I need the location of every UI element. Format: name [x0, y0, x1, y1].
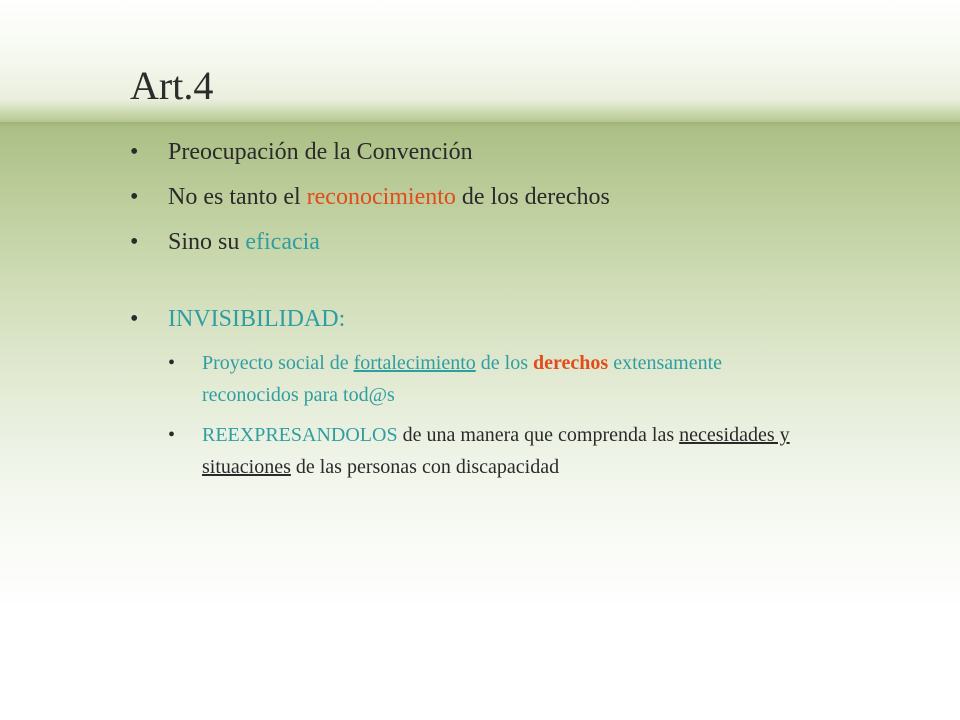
- title-divider: [0, 122, 960, 127]
- bullet-text: INVISIBILIDAD:: [168, 306, 346, 332]
- bullet-text: de los derechos: [455, 184, 610, 210]
- underlined-text: necesidades y situaciones: [202, 424, 790, 478]
- underlined-text: fortalecimiento: [353, 352, 476, 374]
- bullet-item: [130, 303, 850, 483]
- sub-bullet-text: extensamente reconocidos para tod@s: [202, 352, 723, 406]
- bullet-item: [130, 181, 850, 213]
- highlight-text: eficacia: [245, 229, 320, 255]
- highlight-text: reconocimiento: [306, 184, 456, 210]
- sub-bullet-text: Proyecto social de: [202, 352, 354, 374]
- highlight-text: derechos: [533, 352, 609, 374]
- bullet-list: [130, 136, 850, 483]
- sub-bullet-text: de una manera que comprenda las: [397, 424, 680, 446]
- bullet-marker: •: [130, 184, 139, 210]
- sub-bullet-item: [166, 419, 850, 483]
- sub-bullet-item: [166, 347, 850, 411]
- bullet-marker: •: [130, 229, 139, 255]
- bullet-marker: •: [168, 352, 176, 374]
- bullet-marker: •: [130, 139, 139, 165]
- bullet-item: [130, 226, 850, 258]
- slide-title: Art.4: [130, 63, 214, 108]
- highlight-text: REEXPRESANDOLOS: [202, 424, 398, 446]
- sub-bullet-list: [166, 347, 850, 483]
- sub-bullet-text: de las personas con discapacidad: [290, 456, 560, 478]
- bullet-item: [130, 136, 850, 168]
- bullet-marker: •: [168, 424, 176, 446]
- bullet-text: No es tanto el: [168, 184, 307, 210]
- sub-bullet-text: de los: [475, 352, 534, 374]
- bullet-marker: •: [130, 306, 139, 332]
- bullet-text: Sino su: [168, 229, 246, 255]
- bullet-text: Preocupación de la Convención: [168, 139, 473, 165]
